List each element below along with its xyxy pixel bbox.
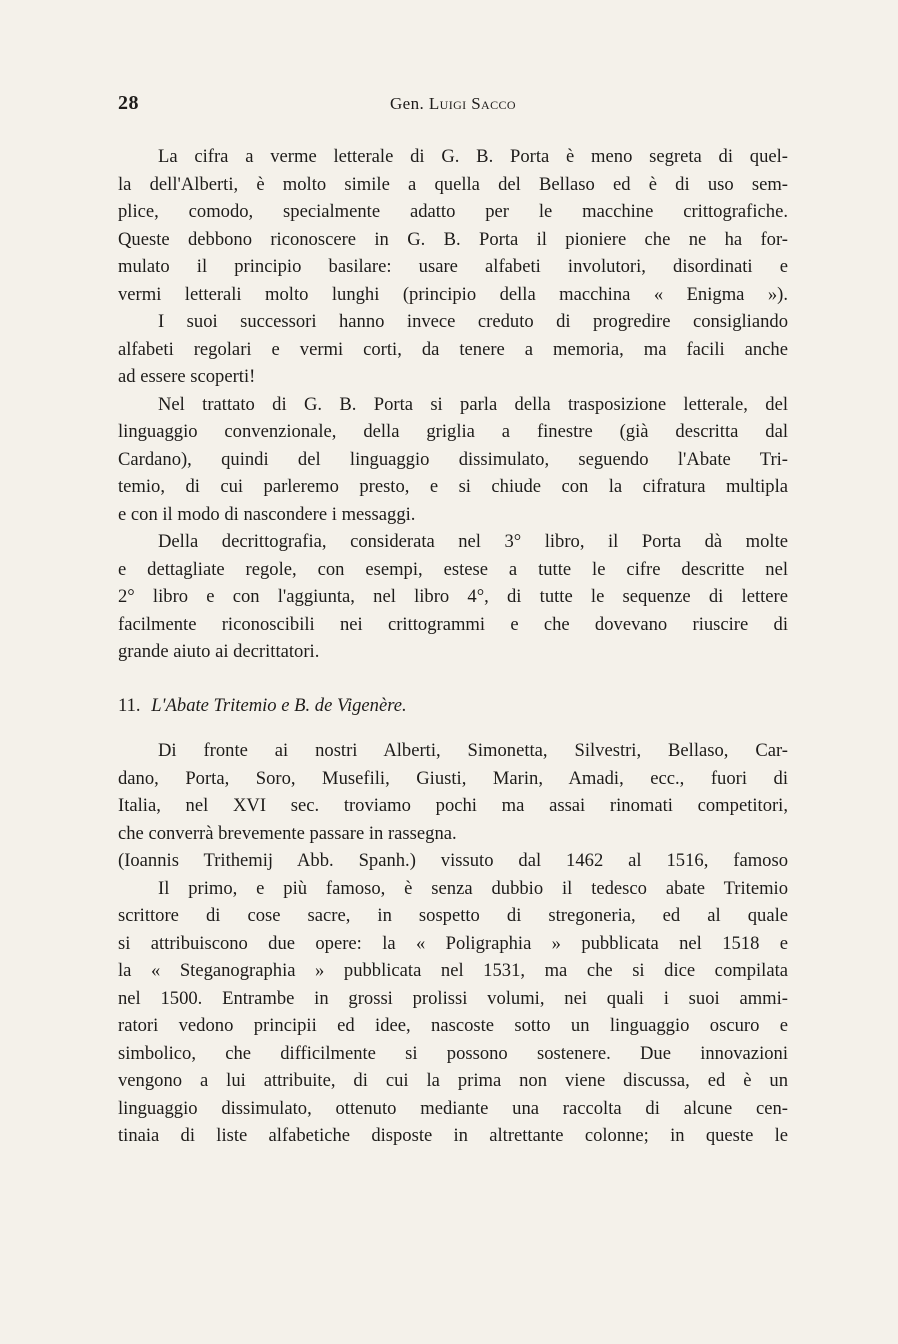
text-line: 2° libro e con l'aggiunta, nel libro 4°, di tutte le sequenze di lettere — [118, 586, 788, 607]
section-spacer — [118, 666, 788, 690]
text-line: grande aiuto ai decrittatori. — [118, 641, 320, 662]
text-line: dano, Porta, Soro, Musefili, Giusti, Marin, Amadi, ecc., fuori di — [118, 767, 788, 789]
running-head-author: Luigi Sacco — [428, 94, 516, 113]
text-line: facilmente riconoscibili nei crittogrammi e che dovevano riuscire di — [118, 613, 788, 635]
text-line: vengono a lui attribuite, di cui la prima non viene discussa, ed è un — [118, 1070, 788, 1091]
section-number: 11. — [118, 694, 141, 716]
text-line: I suoi successori hanno invece creduto di progredire consigliando — [158, 311, 788, 332]
text-line: simbolico, che difficilmente si possono sostenere. Due innovazioni — [118, 1042, 788, 1064]
paragraph — [118, 847, 788, 1150]
text-line: vermi letterali molto lunghi (principio della macchina « Enigma »). — [118, 283, 788, 305]
text-line: temio, di cui parleremo presto, e si chiude con la cifratura multipla — [118, 476, 788, 497]
text-line: e con il modo di nascondere i messaggi. — [118, 503, 416, 525]
text-line: che converrà brevemente passare in rassegna. — [118, 822, 457, 844]
section-heading — [118, 692, 788, 720]
paragraph — [118, 308, 788, 391]
text-line: (Ioannis Trithemij Abb. Spanh.) vissuto dal 1462 al 1516, famoso — [118, 850, 788, 871]
body-text — [118, 143, 788, 1150]
text-line: La cifra a verme letterale di G. B. Porta è meno segreta di quel- — [158, 146, 788, 167]
page-number: 28 — [118, 92, 139, 114]
paragraph — [118, 391, 788, 529]
text-line: si attribuiscono due opere: la « Poligraphia » pubblicata nel 1518 e — [118, 932, 788, 954]
running-head — [118, 94, 788, 114]
page-header — [118, 92, 788, 122]
text-line: Della decrittografia, considerata nel 3° libro, il Porta dà molte — [158, 531, 788, 552]
running-head-prefix: Gen. — [390, 94, 425, 113]
text-line: ad essere scoperti! — [118, 366, 256, 387]
text-line: la « Steganographia » pubblicata nel 1531, ma che si dice compilata — [118, 960, 788, 981]
text-line: Il primo, e più famoso, è senza dubbio il tedesco abate Tritemio — [158, 877, 788, 899]
paragraph — [118, 143, 788, 308]
text-line: Di fronte ai nostri Alberti, Simonetta, Silvestri, Bellaso, Car- — [158, 740, 788, 761]
text-line: alfabeti regolari e vermi corti, da tenere a memoria, ma facili anche — [118, 338, 788, 360]
paragraph — [118, 737, 788, 847]
text-line: tinaia di liste alfabetiche disposte in altrettante colonne; in queste le — [118, 1125, 788, 1146]
text-line: plice, comodo, specialmente adatto per le macchine crittografiche. — [118, 201, 788, 222]
text-line: Queste debbono riconoscere in G. B. Porta il pioniere che ne ha for- — [118, 228, 788, 250]
text-line: Nel trattato di G. B. Porta si parla della trasposizione letterale, del — [158, 393, 788, 415]
text-line: la dell'Alberti, è molto simile a quella del Bellaso ed è di uso sem- — [118, 173, 788, 195]
text-line: nel 1500. Entrambe in grossi prolissi volumi, nei quali i suoi ammi- — [118, 987, 788, 1009]
text-line: scrittore di cose sacre, in sospetto di stregoneria, ed al quale — [118, 905, 788, 926]
heading-spacer — [118, 719, 788, 737]
text-line: linguaggio convenzionale, della griglia a finestre (già descritta dal — [118, 421, 788, 442]
text-line: Cardano), quindi del linguaggio dissimulato, seguendo l'Abate Tri- — [118, 448, 788, 470]
text-line: ratori vedono principii ed idee, nascoste sotto un linguaggio oscuro e — [118, 1015, 788, 1036]
paragraph — [118, 528, 788, 666]
text-line: Italia, nel XVI sec. troviamo pochi ma assai rinomati competitori, — [118, 795, 788, 816]
text-line: linguaggio dissimulato, ottenuto mediante una raccolta di alcune cen- — [118, 1097, 788, 1119]
text-line: e dettagliate regole, con esempi, estese a tutte le cifre descritte nel — [118, 558, 788, 580]
text-line: mulato il principio basilare: usare alfabeti involutori, disordinati e — [118, 256, 788, 277]
section-title: L'Abate Tritemio e B. de Vigenère. — [151, 694, 407, 716]
